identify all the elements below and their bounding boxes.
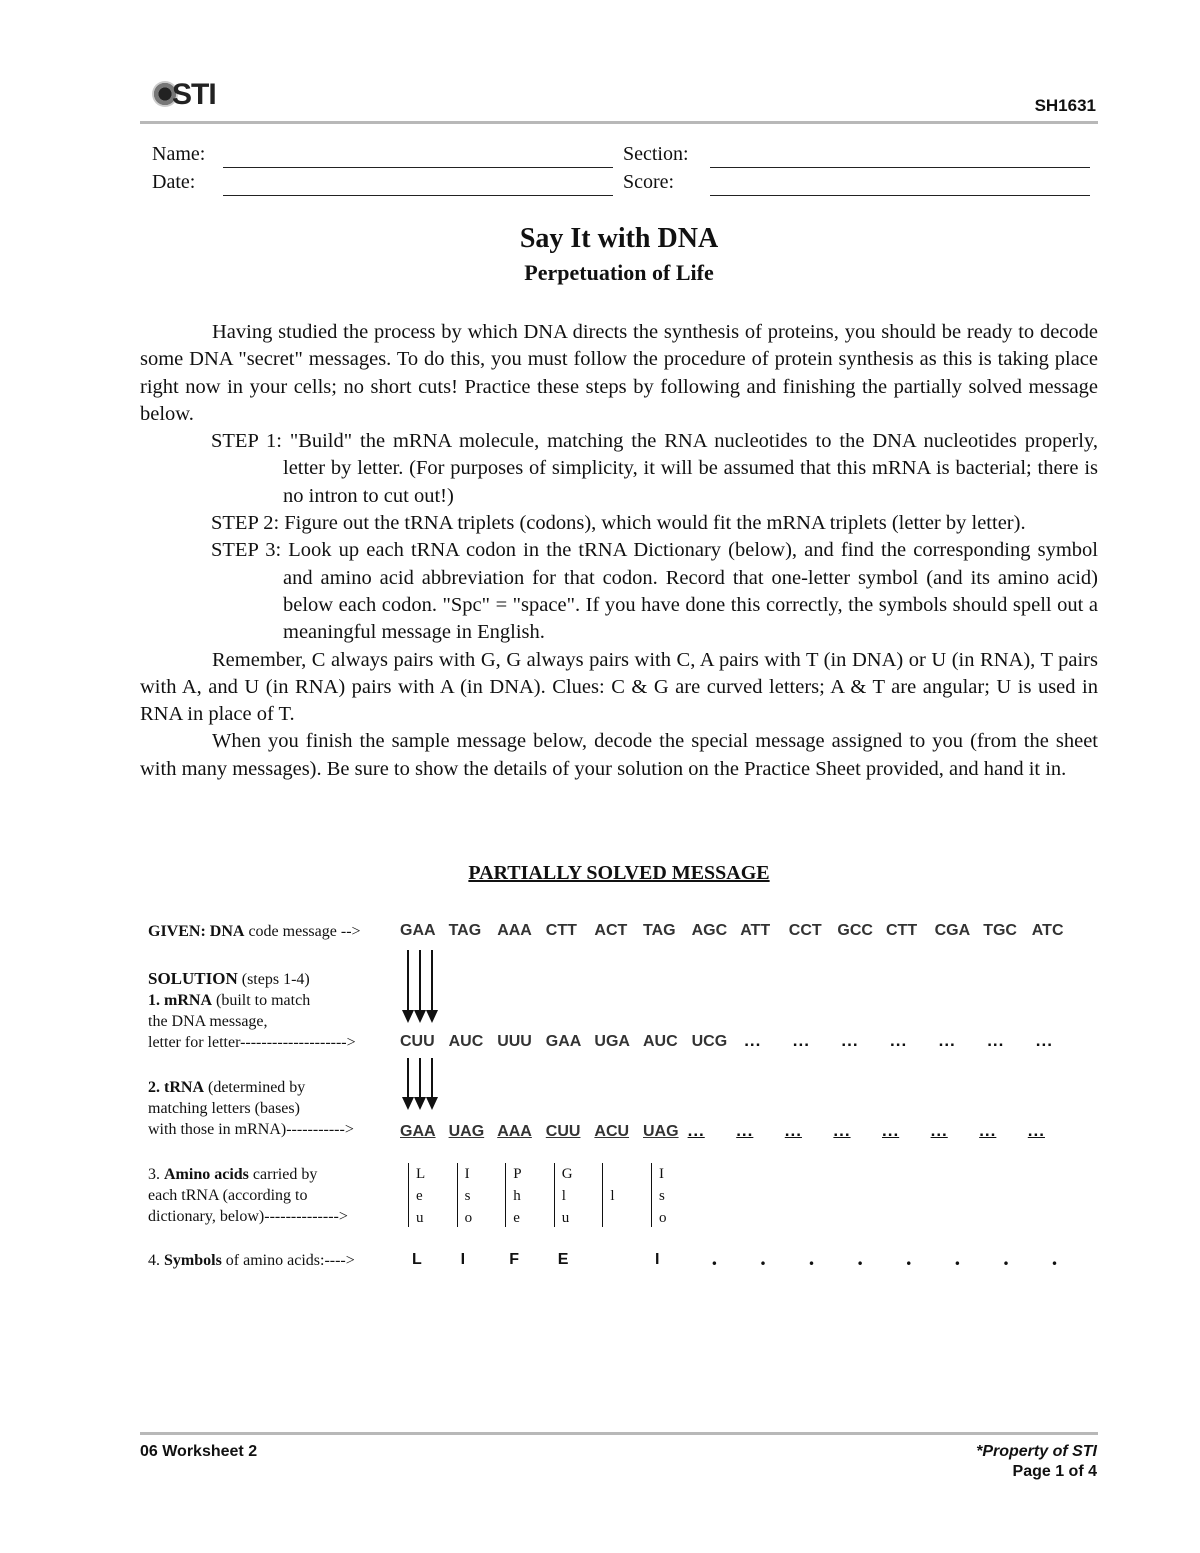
amino-acid-letter-3: o bbox=[659, 1210, 667, 1226]
dna-codon: CTT bbox=[545, 922, 577, 939]
amino-acid-symbol: L bbox=[412, 1251, 422, 1268]
mrna-codon: GAA bbox=[545, 1033, 582, 1050]
arrow-2a bbox=[407, 1058, 409, 1098]
trna-codon: CUU bbox=[545, 1123, 581, 1140]
dna-codon: ATT bbox=[740, 922, 771, 939]
amino-acid-letter-1: P bbox=[513, 1166, 522, 1182]
arrow-2b bbox=[419, 1058, 421, 1098]
dna-codon: TAG bbox=[448, 922, 482, 939]
trna-blank: ... bbox=[882, 1121, 900, 1140]
trna-codon: ACU bbox=[594, 1123, 630, 1140]
intro-paragraph: Having studied the process by which DNA directs the synthesis of proteins, you should be ready to decode some DNA "secret" messages. To do this, you must follow the procedure of protein synthesis as this is taking place right now in your cells; no short cuts! Practice these steps by following and finishing the partially solved message below. bbox=[140, 321, 1098, 425]
arrow-1b bbox=[419, 950, 421, 1010]
amino-acid-letter-2: l bbox=[610, 1188, 615, 1204]
dna-codon: ATC bbox=[1031, 922, 1064, 939]
instructions bbox=[140, 319, 1098, 783]
mrna-blank: ... bbox=[890, 1031, 908, 1050]
amino-acid-divider bbox=[457, 1163, 458, 1227]
amino-acid-divider bbox=[554, 1163, 555, 1227]
trna-codon: UAG bbox=[643, 1123, 679, 1140]
trna-blank: ... bbox=[687, 1121, 705, 1140]
mrna-blank: ... bbox=[1035, 1031, 1053, 1050]
symbol-blank: . bbox=[711, 1245, 718, 1270]
amino-acid-letter-2: l bbox=[561, 1188, 566, 1204]
amino-acid-symbol: E bbox=[557, 1251, 569, 1268]
trna-blank: ... bbox=[833, 1121, 851, 1140]
mrna-blank: ... bbox=[841, 1031, 859, 1050]
dna-codon: AAA bbox=[497, 922, 532, 939]
dna-codon: ACT bbox=[594, 922, 628, 939]
mrna-codon: UGA bbox=[594, 1033, 630, 1050]
dna-codon: CCT bbox=[788, 922, 822, 939]
symbols-label: 4. Symbols of amino acids:----> bbox=[148, 1252, 355, 1269]
amino-acid-letter-3: u bbox=[561, 1210, 570, 1226]
amino-acid-symbol: I bbox=[655, 1251, 660, 1268]
symbol-blank: . bbox=[954, 1245, 961, 1270]
mrna-blank: ... bbox=[987, 1031, 1005, 1050]
step-1: STEP 1: "Build" the mRNA molecule, matching the RNA nucleotides to the DNA nucleotides properly, letter by letter. (For purposes of simplicity, it will be assumed that this mRNA is bacterial; there is no intron to cut out!) bbox=[211, 430, 1098, 507]
arrow-2c bbox=[431, 1058, 433, 1098]
document-code: SH1631 bbox=[1034, 96, 1096, 115]
page-subtitle: Perpetuation of Life bbox=[524, 260, 714, 285]
mrna-blank: ... bbox=[792, 1031, 810, 1050]
score-label: Score: bbox=[623, 171, 675, 193]
amino-acid-letter-2: h bbox=[513, 1188, 521, 1204]
page-title: Say It with DNA bbox=[519, 223, 719, 254]
footer-page: Page 1 of 4 bbox=[1012, 1463, 1097, 1480]
trna-codon: UAG bbox=[448, 1123, 485, 1140]
amino-acid-letter-2: s bbox=[464, 1188, 471, 1204]
arrow-head-icon bbox=[402, 1010, 414, 1023]
trna-blank: ... bbox=[979, 1121, 997, 1140]
amino-acid-divider bbox=[651, 1163, 652, 1227]
remember-paragraph: Remember, C always pairs with G, G always pairs with C, A pairs with T (in DNA) or U (in RNA), T pairs with A, and U (in RNA) pairs with A (in DNA). Clues: C & G are curved letters; A & T are angular; U is used in RNA in place of T. bbox=[140, 648, 1098, 726]
trna-blank: ... bbox=[1027, 1121, 1045, 1140]
arrow-1a bbox=[407, 950, 409, 1010]
date-field[interactable] bbox=[223, 195, 613, 196]
name-field[interactable] bbox=[223, 167, 613, 168]
mrna-codon: CUU bbox=[400, 1033, 435, 1050]
solution-label: SOLUTION (steps 1-4) bbox=[148, 969, 310, 988]
amino-acid-letter-2: e bbox=[416, 1188, 423, 1204]
symbol-blank: . bbox=[906, 1245, 912, 1270]
footer-rule bbox=[140, 1432, 1098, 1435]
mrna-codon: UUU bbox=[497, 1033, 532, 1050]
finish-paragraph: When you finish the sample message below, decode the special message assigned to you (from the sheet with many messages). Be sure to show the details of your solution on the Practice Sheet provided, and hand it in. bbox=[140, 730, 1098, 780]
symbol-blank: . bbox=[760, 1245, 766, 1270]
mrna-label: 1. mRNA (built to match the DNA message, letter for letter--------------------> bbox=[148, 992, 356, 1051]
amino-acid-letter-1: L bbox=[416, 1166, 426, 1182]
step-2: STEP 2: Figure out the tRNA triplets (codons), which would fit the mRNA triplets (letter by letter). bbox=[211, 512, 1026, 535]
symbol-blank: . bbox=[1003, 1245, 1009, 1270]
trna-blank: ... bbox=[930, 1121, 948, 1140]
arrow-head-icon bbox=[414, 1097, 426, 1110]
arrow-head-icon bbox=[402, 1097, 414, 1110]
dna-codon: GAA bbox=[400, 922, 436, 939]
section-field[interactable] bbox=[710, 167, 1090, 168]
symbol-blank: . bbox=[1051, 1245, 1058, 1270]
sti-logo: STI bbox=[152, 78, 216, 112]
amino-acid-letter-3: o bbox=[464, 1210, 473, 1226]
footer-property: *Property of STI bbox=[976, 1443, 1097, 1460]
symbol-blank: . bbox=[857, 1245, 863, 1270]
mrna-blank: ... bbox=[744, 1031, 762, 1050]
amino-acid-label: 3. Amino acids carried by each tRNA (according to dictionary, below)--------------> bbox=[148, 1166, 348, 1225]
amino-acid-letter-2: s bbox=[659, 1188, 665, 1204]
arrow-head-icon bbox=[414, 1010, 426, 1023]
dna-codon: CGA bbox=[934, 922, 971, 939]
section-label: Section: bbox=[623, 143, 689, 165]
dna-codon: CTT bbox=[886, 922, 918, 939]
mrna-codon: AUC bbox=[643, 1033, 678, 1050]
amino-acid-symbol: I bbox=[460, 1251, 466, 1268]
trna-codon: GAA bbox=[400, 1123, 436, 1140]
dna-codon: TGC bbox=[983, 922, 1017, 939]
trna-blank: ... bbox=[784, 1121, 802, 1140]
amino-acid-letter-3: e bbox=[513, 1210, 520, 1226]
amino-acid-letter-3: u bbox=[416, 1210, 424, 1226]
mrna-codon: UCG bbox=[691, 1033, 728, 1050]
dna-codon: GCC bbox=[837, 922, 873, 939]
arrow-head-icon bbox=[426, 1097, 438, 1110]
amino-acid-symbol: F bbox=[509, 1251, 519, 1268]
mrna-blank: ... bbox=[938, 1031, 956, 1050]
amino-acid-divider bbox=[408, 1163, 409, 1227]
trna-label: 2. tRNA (determined by matching letters (bases) with those in mRNA)-----------> bbox=[148, 1079, 354, 1138]
score-field[interactable] bbox=[710, 195, 1090, 196]
given-label: GIVEN: DNA code message --> bbox=[148, 923, 361, 940]
trna-codon: AAA bbox=[497, 1123, 532, 1140]
trna-blank: ... bbox=[736, 1121, 754, 1140]
arrow-head-icon bbox=[426, 1010, 438, 1023]
step-3: STEP 3: Look up each tRNA codon in the tRNA Dictionary (below), and find the corresponding symbol and amino acid abbreviation for that codon. Record that one-letter symbol (and its amino acid) below each codon. "Spc" = "space". If you have done this correctly, the symbols should spell out a meaningful message in English. bbox=[211, 539, 1098, 644]
symbol-blank: . bbox=[808, 1245, 815, 1270]
amino-acid-letter-1: I bbox=[464, 1166, 470, 1182]
amino-acid-divider bbox=[505, 1163, 506, 1227]
name-label: Name: bbox=[152, 143, 206, 165]
header-rule bbox=[140, 121, 1098, 124]
section-heading: PARTIALLY SOLVED MESSAGE bbox=[468, 862, 770, 884]
footer-left: 06 Worksheet 2 bbox=[140, 1443, 258, 1460]
amino-acid-divider bbox=[602, 1163, 603, 1227]
amino-acid-letter-1: I bbox=[659, 1166, 664, 1182]
dna-codon: TAG bbox=[643, 922, 676, 939]
dna-codon: AGC bbox=[691, 922, 728, 939]
date-label: Date: bbox=[152, 171, 196, 193]
mrna-codon: AUC bbox=[448, 1033, 484, 1050]
arrow-1c bbox=[431, 950, 433, 1010]
amino-acid-letter-1: G bbox=[561, 1166, 573, 1182]
